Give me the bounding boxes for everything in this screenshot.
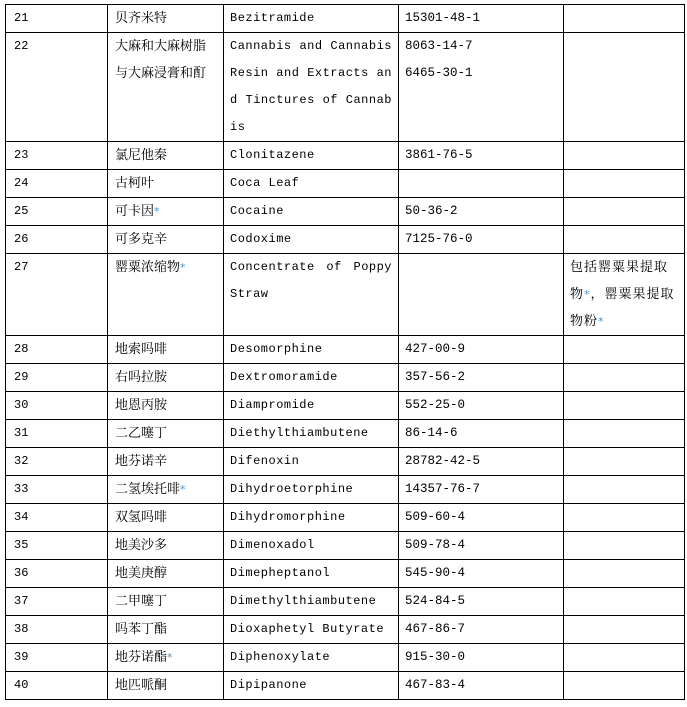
row-number bbox=[6, 142, 108, 170]
chinese-name-text: 二甲噻丁 bbox=[115, 594, 168, 609]
cas-number bbox=[399, 672, 564, 700]
chinese-name bbox=[108, 392, 224, 420]
english-name-text: Dextromoramide bbox=[230, 370, 338, 384]
row-number-text: 23 bbox=[14, 148, 29, 162]
chinese-name-text: 贝齐米特 bbox=[115, 11, 168, 26]
chinese-name-text: 双氢吗啡 bbox=[115, 510, 168, 525]
chinese-name bbox=[108, 364, 224, 392]
remarks bbox=[564, 560, 685, 588]
table-row bbox=[6, 5, 685, 33]
table-row bbox=[6, 448, 685, 476]
table-row bbox=[6, 672, 685, 700]
remarks bbox=[564, 142, 685, 170]
row-number bbox=[6, 560, 108, 588]
chinese-name bbox=[108, 588, 224, 616]
cas-number bbox=[399, 644, 564, 672]
remarks bbox=[564, 420, 685, 448]
asterisk-mark: * bbox=[598, 315, 605, 328]
row-number-text: 21 bbox=[14, 11, 29, 25]
remarks bbox=[564, 504, 685, 532]
row-number-text: 38 bbox=[14, 622, 29, 636]
row-number-text: 33 bbox=[14, 482, 29, 496]
cas-number-text: 509-78-4 bbox=[405, 538, 466, 552]
chinese-name-text: 地匹哌酮 bbox=[115, 678, 168, 693]
english-name bbox=[224, 448, 399, 476]
remarks-text: 包括罂粟果提取物 bbox=[570, 260, 669, 302]
row-number-text: 24 bbox=[14, 176, 29, 190]
chinese-name bbox=[108, 226, 224, 254]
chinese-name bbox=[108, 5, 224, 33]
remarks bbox=[564, 5, 685, 33]
english-name-text: Diampromide bbox=[230, 398, 315, 412]
english-name-text: Dimepheptanol bbox=[230, 566, 331, 580]
row-number-text: 34 bbox=[14, 510, 29, 524]
cas-number-text: 3861-76-5 bbox=[405, 148, 473, 162]
cas-number bbox=[399, 170, 564, 198]
row-number-text: 32 bbox=[14, 454, 29, 468]
english-name-text: Dihydroetorphine bbox=[230, 482, 354, 496]
asterisk-mark: * bbox=[180, 261, 186, 274]
chinese-name-text: 氯尼他秦 bbox=[115, 148, 168, 163]
cas-number-text: 427-00-9 bbox=[405, 342, 466, 356]
remarks bbox=[564, 644, 685, 672]
english-name-text: Diethylthiambutene bbox=[230, 426, 369, 440]
english-name bbox=[224, 254, 399, 336]
row-number bbox=[6, 476, 108, 504]
english-name-text: Dimethylthiambutene bbox=[230, 594, 377, 608]
english-name bbox=[224, 588, 399, 616]
chinese-name-text: 二乙噻丁 bbox=[115, 426, 168, 441]
row-number bbox=[6, 448, 108, 476]
cas-number bbox=[399, 226, 564, 254]
remarks bbox=[564, 392, 685, 420]
remarks bbox=[564, 588, 685, 616]
chinese-name bbox=[108, 420, 224, 448]
cas-number bbox=[399, 476, 564, 504]
cas-number bbox=[399, 33, 564, 142]
remarks bbox=[564, 226, 685, 254]
row-number-text: 39 bbox=[14, 650, 29, 664]
asterisk-mark: * bbox=[584, 288, 591, 301]
table-row bbox=[6, 616, 685, 644]
cas-number bbox=[399, 448, 564, 476]
cas-number bbox=[399, 588, 564, 616]
table-row bbox=[6, 364, 685, 392]
chinese-name bbox=[108, 142, 224, 170]
table-row bbox=[6, 226, 685, 254]
english-name bbox=[224, 644, 399, 672]
english-name-text: Clonitazene bbox=[230, 148, 315, 162]
cas-number-text: 524-84-5 bbox=[405, 594, 466, 608]
cas-number bbox=[399, 616, 564, 644]
row-number-text: 37 bbox=[14, 594, 29, 608]
english-name bbox=[224, 672, 399, 700]
remarks bbox=[564, 33, 685, 142]
cas-number bbox=[399, 5, 564, 33]
chinese-name-text: 吗苯丁酯 bbox=[115, 622, 168, 637]
row-number bbox=[6, 33, 108, 142]
english-name bbox=[224, 392, 399, 420]
remarks bbox=[564, 170, 685, 198]
table-row bbox=[6, 198, 685, 226]
table-row bbox=[6, 336, 685, 364]
row-number-text: 35 bbox=[14, 538, 29, 552]
chinese-name-text: 地美沙多 bbox=[115, 538, 168, 553]
english-name-text: Codoxime bbox=[230, 232, 292, 246]
remarks bbox=[564, 336, 685, 364]
chinese-name bbox=[108, 504, 224, 532]
chinese-name-text: 二氢埃托啡 bbox=[115, 482, 181, 497]
english-name bbox=[224, 198, 399, 226]
cas-number bbox=[399, 392, 564, 420]
chinese-name bbox=[108, 33, 224, 142]
chinese-name bbox=[108, 616, 224, 644]
table-row bbox=[6, 33, 685, 142]
cas-number-text: 915-30-0 bbox=[405, 650, 466, 664]
english-name-text: Cannabis and Cannabis Resin and Extracts and Tinctures of Cannabis bbox=[230, 39, 392, 134]
remarks bbox=[564, 532, 685, 560]
asterisk-mark: * bbox=[154, 205, 160, 218]
cas-number-text: 545-90-4 bbox=[405, 566, 466, 580]
chinese-name bbox=[108, 476, 224, 504]
row-number bbox=[6, 170, 108, 198]
table-row bbox=[6, 504, 685, 532]
cas-number bbox=[399, 504, 564, 532]
remarks bbox=[564, 476, 685, 504]
english-name bbox=[224, 560, 399, 588]
cas-number-text: 552-25-0 bbox=[405, 398, 466, 412]
english-name-text: Dihydromorphine bbox=[230, 510, 346, 524]
chinese-name-text: 右吗拉胺 bbox=[115, 370, 168, 385]
english-name-text: Coca Leaf bbox=[230, 176, 300, 190]
asterisk-mark: * bbox=[180, 483, 186, 496]
cas-number bbox=[399, 198, 564, 226]
cas-number bbox=[399, 420, 564, 448]
cas-number-text: 86-14-6 bbox=[405, 426, 458, 440]
chinese-name-text: 地美庚醇 bbox=[115, 566, 168, 581]
row-number bbox=[6, 336, 108, 364]
row-number bbox=[6, 5, 108, 33]
row-number bbox=[6, 616, 108, 644]
cas-number-text: 509-60-4 bbox=[405, 510, 466, 524]
english-name-text: Concentrate of Poppy Straw bbox=[230, 260, 392, 301]
cas-number bbox=[399, 532, 564, 560]
row-number-text: 36 bbox=[14, 566, 29, 580]
table-row bbox=[6, 560, 685, 588]
cas-number bbox=[399, 142, 564, 170]
row-number-text: 31 bbox=[14, 426, 29, 440]
english-name-text: Dimenoxadol bbox=[230, 538, 315, 552]
chinese-name-text: 可卡因 bbox=[115, 204, 155, 219]
row-number-text: 40 bbox=[14, 678, 29, 692]
english-name-text: Cocaine bbox=[230, 204, 284, 218]
remarks bbox=[564, 364, 685, 392]
remarks bbox=[564, 448, 685, 476]
english-name bbox=[224, 5, 399, 33]
cas-number-text: 7125-76-0 bbox=[405, 232, 473, 246]
row-number-text: 27 bbox=[14, 260, 29, 274]
cas-number-text: 467-83-4 bbox=[405, 678, 466, 692]
table-row bbox=[6, 588, 685, 616]
remarks bbox=[564, 616, 685, 644]
table-row bbox=[6, 142, 685, 170]
english-name bbox=[224, 33, 399, 142]
chinese-name-text: 可多克辛 bbox=[115, 232, 168, 247]
chinese-name bbox=[108, 560, 224, 588]
cas-number bbox=[399, 364, 564, 392]
asterisk-mark: * bbox=[167, 651, 173, 664]
row-number bbox=[6, 392, 108, 420]
english-name bbox=[224, 364, 399, 392]
english-name bbox=[224, 532, 399, 560]
english-name bbox=[224, 336, 399, 364]
chinese-name bbox=[108, 254, 224, 336]
chinese-name bbox=[108, 170, 224, 198]
chinese-name bbox=[108, 336, 224, 364]
chinese-name-text: 地索吗啡 bbox=[115, 342, 168, 357]
drug-schedule-table bbox=[5, 4, 685, 700]
cas-number bbox=[399, 254, 564, 336]
table-row bbox=[6, 254, 685, 336]
row-number bbox=[6, 420, 108, 448]
english-name-text: Dipipanone bbox=[230, 678, 308, 692]
chinese-name bbox=[108, 198, 224, 226]
cas-number bbox=[399, 560, 564, 588]
english-name bbox=[224, 476, 399, 504]
cas-number-text: 28782-42-5 bbox=[405, 454, 481, 468]
chinese-name-text: 地芬诺酯 bbox=[115, 650, 168, 665]
cas-number-text: 8063-14-7 6465-30-1 bbox=[405, 39, 473, 80]
english-name bbox=[224, 420, 399, 448]
chinese-name-text: 地恩丙胺 bbox=[115, 398, 168, 413]
english-name bbox=[224, 170, 399, 198]
table-row bbox=[6, 420, 685, 448]
english-name-text: Dioxaphetyl Butyrate bbox=[230, 622, 385, 636]
row-number bbox=[6, 672, 108, 700]
table-row bbox=[6, 644, 685, 672]
row-number-text: 30 bbox=[14, 398, 29, 412]
row-number bbox=[6, 532, 108, 560]
table-row bbox=[6, 392, 685, 420]
row-number-text: 22 bbox=[14, 39, 29, 53]
row-number-text: 29 bbox=[14, 370, 29, 384]
row-number bbox=[6, 644, 108, 672]
table-row bbox=[6, 170, 685, 198]
remarks bbox=[564, 672, 685, 700]
remarks-text: ，罂粟果提取物粉 bbox=[570, 287, 675, 329]
chinese-name-text: 大麻和大麻树脂 与大麻浸膏和酊 bbox=[115, 39, 207, 81]
row-number bbox=[6, 504, 108, 532]
english-name-text: Bezitramide bbox=[230, 11, 315, 25]
chinese-name-text: 罂粟浓缩物 bbox=[115, 260, 181, 275]
row-number-text: 28 bbox=[14, 342, 29, 356]
english-name bbox=[224, 142, 399, 170]
table-row bbox=[6, 476, 685, 504]
cas-number-text: 467-86-7 bbox=[405, 622, 466, 636]
row-number-text: 25 bbox=[14, 204, 29, 218]
english-name bbox=[224, 504, 399, 532]
english-name-text: Desomorphine bbox=[230, 342, 323, 356]
row-number bbox=[6, 588, 108, 616]
table-row bbox=[6, 532, 685, 560]
chinese-name bbox=[108, 644, 224, 672]
cas-number-text: 357-56-2 bbox=[405, 370, 466, 384]
row-number bbox=[6, 226, 108, 254]
cas-number-text: 15301-48-1 bbox=[405, 11, 481, 25]
cas-number bbox=[399, 336, 564, 364]
row-number bbox=[6, 364, 108, 392]
cas-number-text: 14357-76-7 bbox=[405, 482, 481, 496]
english-name-text: Difenoxin bbox=[230, 454, 300, 468]
chinese-name-text: 地芬诺辛 bbox=[115, 454, 168, 469]
english-name bbox=[224, 616, 399, 644]
remarks bbox=[564, 254, 685, 336]
chinese-name-text: 古柯叶 bbox=[115, 176, 155, 191]
remarks bbox=[564, 198, 685, 226]
english-name bbox=[224, 226, 399, 254]
chinese-name bbox=[108, 532, 224, 560]
row-number bbox=[6, 198, 108, 226]
english-name-text: Diphenoxylate bbox=[230, 650, 331, 664]
chinese-name bbox=[108, 448, 224, 476]
cas-number-text: 50-36-2 bbox=[405, 204, 458, 218]
row-number-text: 26 bbox=[14, 232, 29, 246]
chinese-name bbox=[108, 672, 224, 700]
row-number bbox=[6, 254, 108, 336]
